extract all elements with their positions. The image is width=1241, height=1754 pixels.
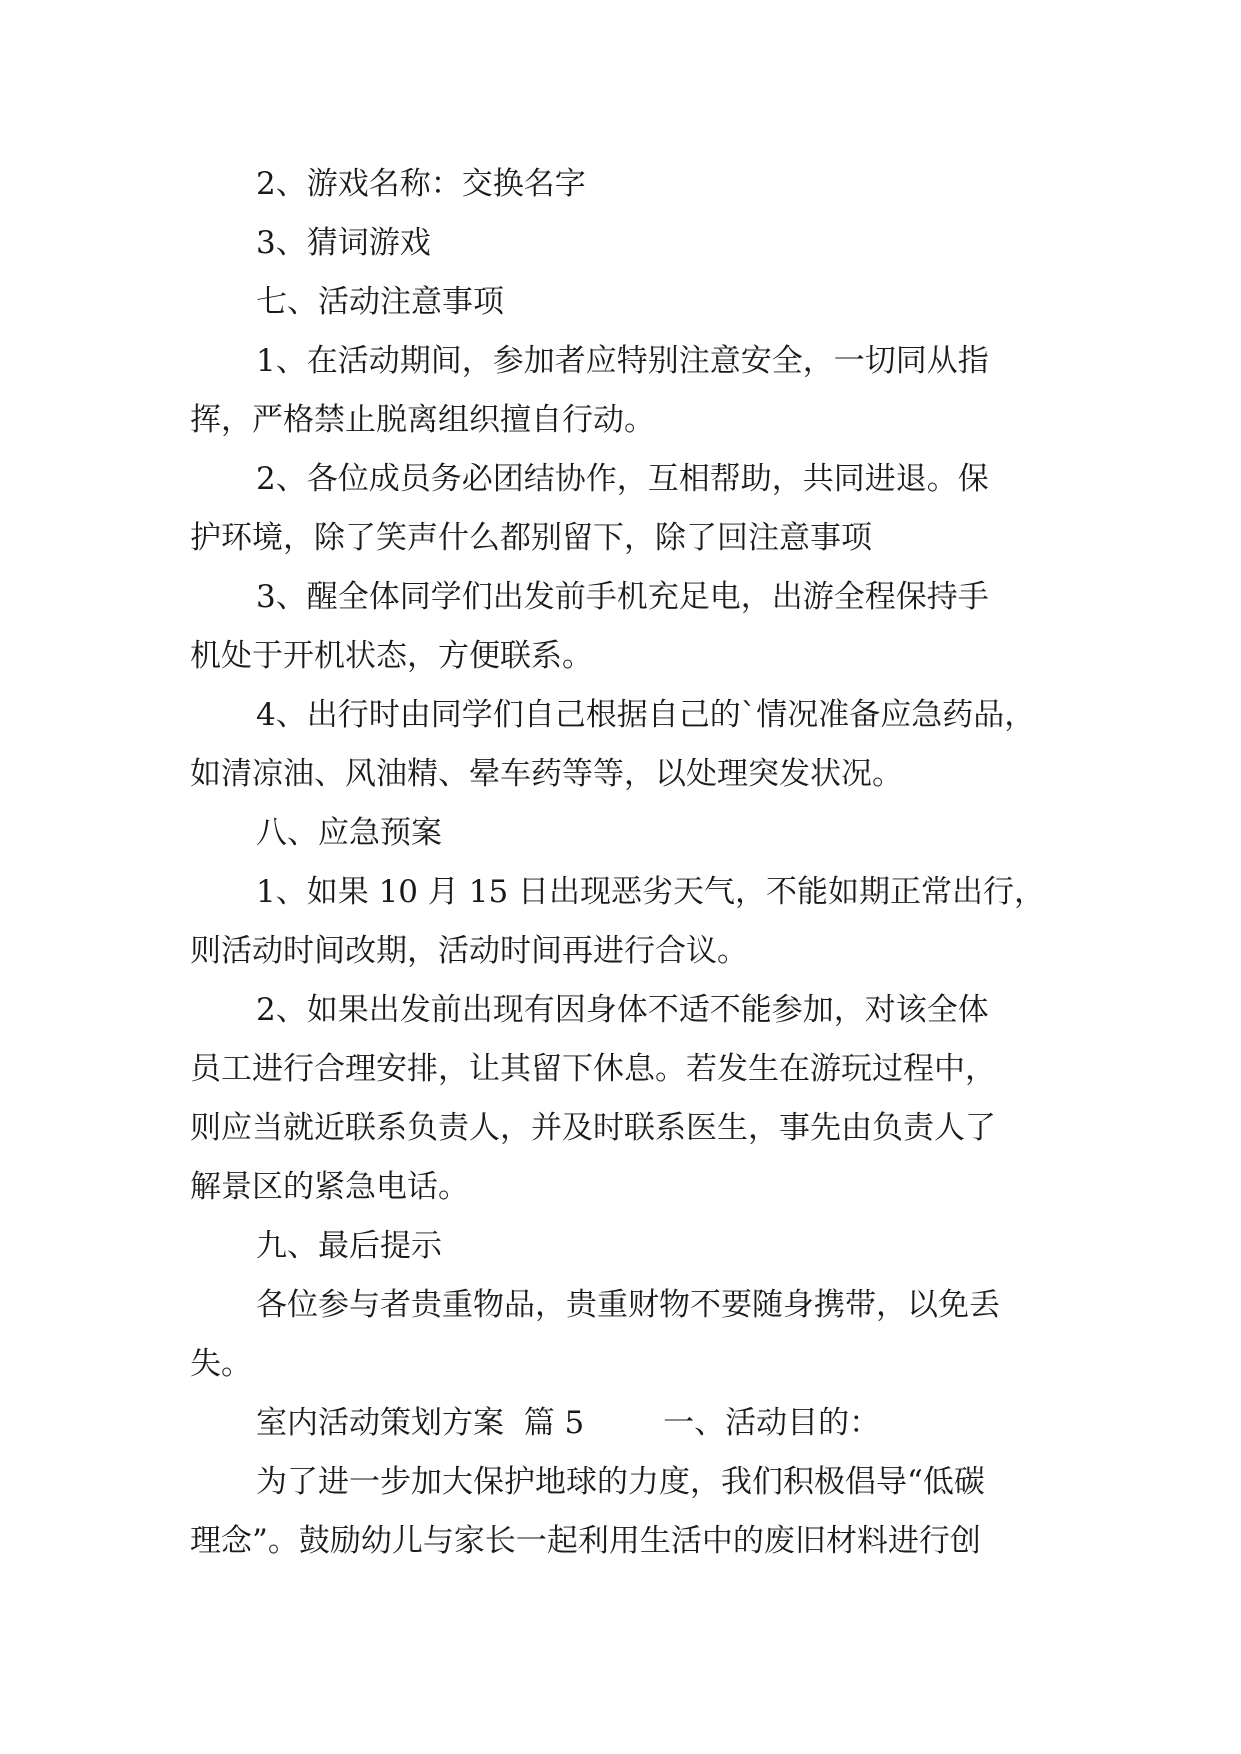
- text-line: 机处于开机状态，方便联系。: [190, 638, 593, 674]
- text-line: 各位参与者贵重物品，贵重财物不要随身携带，以免丢: [256, 1287, 1000, 1323]
- text-line: 则活动时间改期，活动时间再进行合议。: [190, 933, 748, 969]
- text-line: 员工进行合理安排，让其留下休息。若发生在游玩过程中，: [190, 1051, 996, 1087]
- text-line: 3、醒全体同学们出发前手机充足电，出游全程保持手: [256, 579, 989, 615]
- section-heading: 七、活动注意事项: [256, 284, 504, 320]
- text-line: 2、游戏名称：交换名字: [256, 166, 586, 202]
- section-heading: 八、应急预案: [256, 815, 442, 851]
- section-heading: 九、最后提示: [256, 1228, 442, 1264]
- text-line: 4、出行时由同学们自己根据自己的`情况准备应急药品，: [256, 697, 1036, 733]
- text-line: 则应当就近联系负责人，并及时联系医生，事先由负责人了: [190, 1110, 996, 1146]
- text-line: 1、在活动期间，参加者应特别注意安全，一切同从指: [256, 343, 989, 379]
- text-line: 如清凉油、风油精、晕车药等等，以处理突发状况。: [190, 756, 903, 792]
- text-line: 解景区的紧急电话。: [190, 1169, 469, 1205]
- text-line: 2、各位成员务必团结协作，互相帮助，共同进退。保: [256, 461, 989, 497]
- text-line: 为了进一步加大保护地球的力度，我们积极倡导“低碳: [256, 1464, 985, 1500]
- text-line: 挥，严格禁止脱离组织擅自行动。: [190, 402, 655, 438]
- text-line: 失。: [190, 1346, 252, 1382]
- section-heading: 室内活动策划方案 篇 5 一、活动目的：: [256, 1405, 881, 1441]
- text-line: 3、猜词游戏: [256, 225, 431, 261]
- text-line: 1、如果 10 月 15 日出现恶劣天气，不能如期正常出行，: [256, 874, 1046, 910]
- text-line: 理念”。鼓励幼儿与家长一起利用生活中的废旧材料进行创: [190, 1523, 981, 1559]
- text-line: 护环境，除了笑声什么都别留下，除了回注意事项: [190, 520, 872, 556]
- text-line: 2、如果出发前出现有因身体不适不能参加，对该全体: [256, 992, 989, 1028]
